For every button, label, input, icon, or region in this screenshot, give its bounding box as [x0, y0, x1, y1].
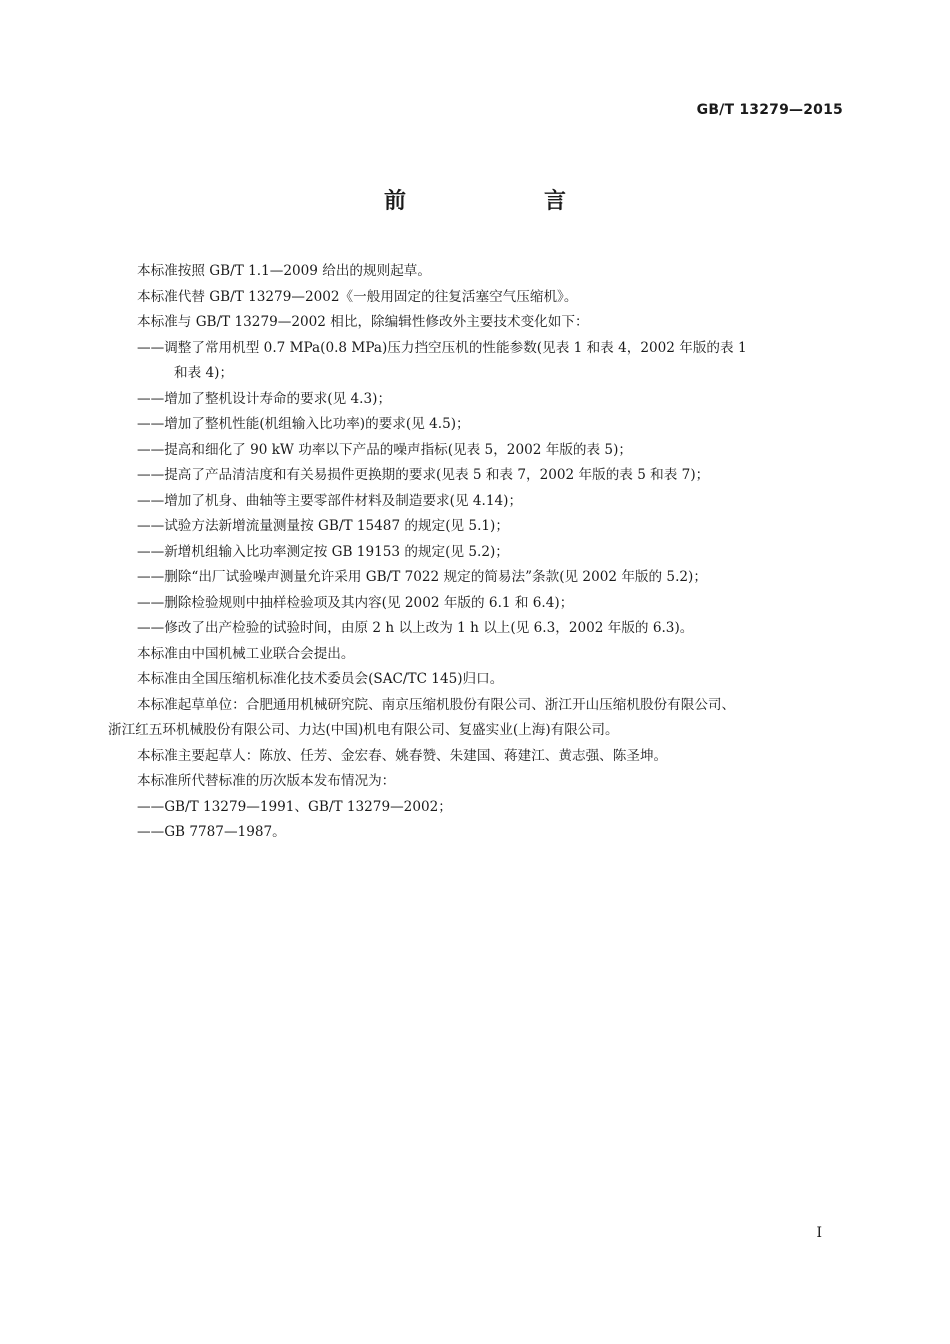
paragraph-continuation: 浙江红五环机械股份有限公司、力达(中国)机电有限公司、复盛实业(上海)有限公司。 [108, 722, 619, 738]
list-item: ——GB/T 13279—1991、GB/T 13279—2002； [137, 798, 452, 815]
list-item: ——删除检验规则中抽样检验项及其内容(见 2002 年版的 6.1 和 6.4)； [137, 594, 574, 611]
list-item: ——增加了整机设计寿命的要求(见 4.3)； [137, 390, 392, 407]
list-item: ——GB 7787—1987。 [137, 824, 286, 840]
paragraph-line: 本标准由全国压缩机标准化技术委员会(SAC/TC 145)归口。 [137, 671, 504, 687]
paragraph-line: 本标准由中国机械工业联合会提出。 [137, 645, 355, 662]
paragraph-line: 本标准与 GB/T 13279—2002 相比，除编辑性修改外主要技术变化如下： [137, 314, 589, 330]
list-item: ——试验方法新增流量测量按 GB/T 15487 的规定(见 5.1)； [137, 518, 509, 534]
list-item: ——增加了机身、曲轴等主要零部件材料及制造要求(见 4.14)； [137, 492, 523, 509]
list-item: ——新增机组输入比功率测定按 GB 19153 的规定(见 5.2)； [137, 543, 509, 560]
list-item-continuation: 和表 4)； [174, 365, 234, 381]
page-title: 前 言 [383, 189, 624, 214]
paragraph-line: 本标准主要起草人：陈放、任芳、金宏春、姚春赞、朱建国、蒋建江、黄志强、陈圣坤。 [137, 747, 668, 764]
list-item: ——提高了产品清洁度和有关易损件更换期的要求(见表 5 和表 7，2002 年版的表 5 和表 7)； [137, 467, 710, 483]
list-item: ——修改了出产检验的试验时间，由原 2 h 以上改为 1 h 以上(见 6.3，2002 年版的 6.3)。 [137, 620, 694, 636]
paragraph-line: 本标准按照 GB/T 1.1—2009 给出的规则起草。 [137, 263, 431, 279]
page-number: I [816, 1225, 822, 1241]
list-item: ——增加了整机性能(机组输入比功率)的要求(见 4.5)； [137, 416, 470, 432]
list-item: ——调整了常用机型 0.7 MPa(0.8 MPa)压力挡空压机的性能参数(见表 1 和表 4，2002 年版的表 1 [137, 339, 747, 356]
paragraph-line: 本标准所代替标准的历次版本发布情况为： [137, 773, 396, 789]
paragraph-line: 本标准起草单位：合肥通用机械研究院、南京压缩机股份有限公司、浙江开山压缩机股份有限公司、 [137, 696, 736, 713]
standard-code: GB/T 13279—2015 [696, 102, 843, 118]
paragraph-line: 本标准代替 GB/T 13279—2002《一般用固定的往复活塞空气压缩机》。 [137, 288, 578, 305]
foreword-body [108, 259, 843, 846]
list-item: ——提高和细化了 90 kW 功率以下产品的噪声指标(见表 5，2002 年版的表 5)； [137, 441, 632, 458]
list-item: ——删除“出厂试验噪声测量允许采用 GB/T 7022 规定的简易法”条款(见 2002 年版的 5.2)； [137, 569, 707, 585]
